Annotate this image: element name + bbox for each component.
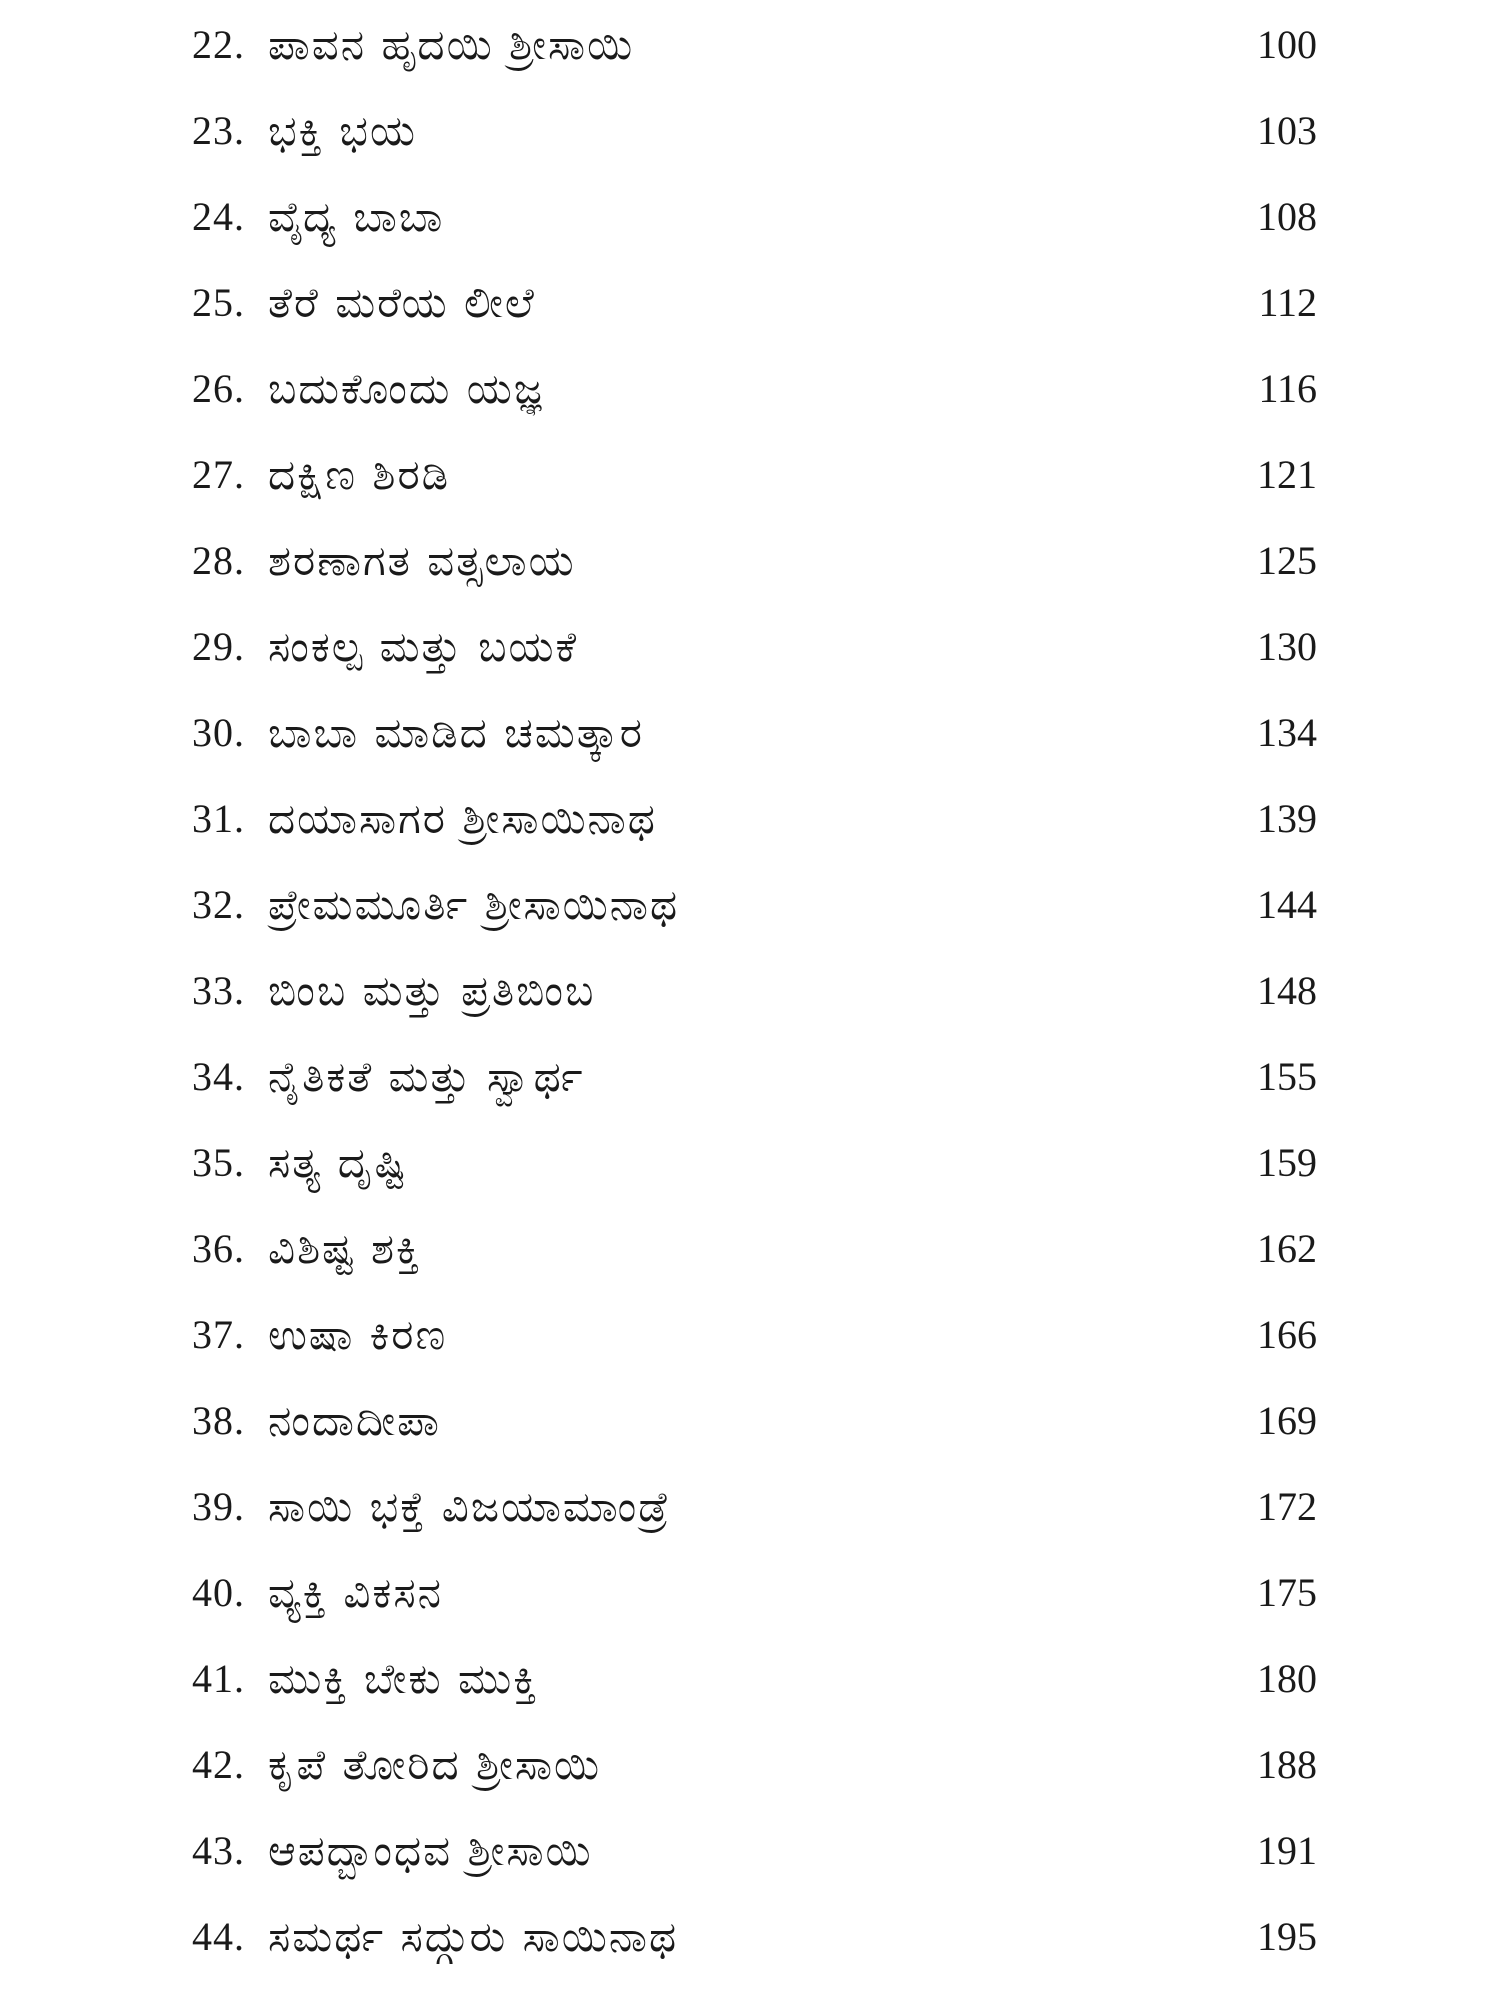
entry-page-number: 162 (1257, 1226, 1317, 1271)
entry-number: 40. (192, 1570, 245, 1615)
entry-page-number: 144 (1257, 882, 1317, 927)
entry-number: 27. (192, 452, 245, 497)
entry-title: ವೈದ್ಯ ಬಾಬಾ (268, 192, 445, 241)
entry-title: ಪಾವನ ಹೃದಯಿ ಶ್ರೀಸಾಯಿ (268, 20, 635, 69)
entry-number: 41. (192, 1656, 245, 1701)
entry-number: 36. (192, 1226, 245, 1271)
entry-number: 35. (192, 1140, 245, 1185)
entry-page-number: 188 (1257, 1742, 1317, 1787)
entry-number: 23. (192, 108, 245, 153)
toc-entry (0, 1726, 1500, 1812)
entry-number: 25. (192, 280, 245, 325)
entry-title: ವ್ಯಕ್ತಿ ವಿಕಸನ (268, 1568, 443, 1617)
entry-number: 37. (192, 1312, 245, 1357)
entry-number: 42. (192, 1742, 245, 1787)
entry-title: ದಯಾಸಾಗರ ಶ್ರೀಸಾಯಿನಾಥ (268, 794, 657, 843)
entry-page-number: 191 (1257, 1828, 1317, 1873)
toc-entry (0, 350, 1500, 436)
toc-entry (0, 952, 1500, 1038)
entry-title: ಬದುಕೊಂದು ಯಜ್ಞ (268, 364, 544, 413)
toc-entry (0, 1640, 1500, 1726)
toc-entry (0, 1038, 1500, 1124)
entry-page-number: 172 (1257, 1484, 1317, 1529)
entry-title: ಬಿಂಬ ಮತ್ತು ಪ್ರತಿಬಿಂಬ (268, 966, 596, 1015)
entry-title: ಸಂಕಲ್ಪ ಮತ್ತು ಬಯಕೆ (268, 622, 579, 671)
entry-page-number: 139 (1257, 796, 1317, 841)
entry-page-number: 180 (1257, 1656, 1317, 1701)
entry-title: ತೆರೆ ಮರೆಯ ಲೀಲೆ (268, 278, 536, 327)
entry-page-number: 155 (1257, 1054, 1317, 1099)
entry-number: 22. (192, 22, 245, 67)
entry-page-number: 100 (1257, 22, 1317, 67)
entry-title: ಸತ್ಯ ದೃಷ್ಟಿ (268, 1138, 409, 1187)
entry-page-number: 112 (1258, 280, 1317, 325)
entry-title: ನಂದಾದೀಪಾ (268, 1396, 441, 1445)
entry-title: ಭಕ್ತಿ ಭಯ (268, 106, 417, 155)
entry-title: ಆಪದ್ಬಾಂಧವ ಶ್ರೀಸಾಯಿ (268, 1826, 593, 1875)
toc-entry (0, 1468, 1500, 1554)
entry-number: 26. (192, 366, 245, 411)
entry-page-number: 116 (1258, 366, 1317, 411)
entry-number: 28. (192, 538, 245, 583)
entry-page-number: 103 (1257, 108, 1317, 153)
toc-entry (0, 264, 1500, 350)
entry-page-number: 125 (1257, 538, 1317, 583)
entry-page-number: 195 (1257, 1914, 1317, 1959)
entry-title: ಕೃಪೆ ತೋರಿದ ಶ್ರೀಸಾಯಿ (268, 1740, 602, 1789)
toc-entry (0, 436, 1500, 522)
toc-entry (0, 1812, 1500, 1898)
toc-entry (0, 1898, 1500, 1984)
entry-page-number: 159 (1257, 1140, 1317, 1185)
entry-page-number: 134 (1257, 710, 1317, 755)
entry-number: 24. (192, 194, 245, 239)
entry-page-number: 169 (1257, 1398, 1317, 1443)
entry-title: ಶರಣಾಗತ ವತ್ಸಲಾಯ (268, 536, 576, 585)
toc-entry (0, 1554, 1500, 1640)
toc-entry (0, 694, 1500, 780)
entry-page-number: 166 (1257, 1312, 1317, 1357)
toc-entry (0, 780, 1500, 866)
entry-number: 34. (192, 1054, 245, 1099)
entry-title: ಸಾಯಿ ಭಕ್ತೆ ವಿಜಯಾಮಾಂಡ್ರೆ (268, 1482, 671, 1531)
entry-number: 38. (192, 1398, 245, 1443)
entry-title: ಉಷಾ ಕಿರಣ (268, 1310, 448, 1359)
entry-page-number: 175 (1257, 1570, 1317, 1615)
toc-entry (0, 92, 1500, 178)
entry-number: 44. (192, 1914, 245, 1959)
toc-entry (0, 608, 1500, 694)
entry-page-number: 121 (1257, 452, 1317, 497)
toc-entry (0, 1124, 1500, 1210)
toc-entry (0, 1296, 1500, 1382)
entry-number: 29. (192, 624, 245, 669)
entry-title: ವಿಶಿಷ್ಟ ಶಕ್ತಿ (268, 1224, 422, 1273)
toc-entry (0, 1382, 1500, 1468)
entry-number: 43. (192, 1828, 245, 1873)
entry-title: ಪ್ರೇಮಮೂರ್ತಿ ಶ್ರೀಸಾಯಿನಾಥ (268, 880, 680, 929)
entry-number: 33. (192, 968, 245, 1013)
toc-entry (0, 866, 1500, 952)
toc-entry (0, 1210, 1500, 1296)
entry-title: ಸಮರ್ಥ ಸದ್ಗುರು ಸಾಯಿನಾಥ (268, 1912, 679, 1961)
toc-entry (0, 178, 1500, 264)
entry-number: 32. (192, 882, 245, 927)
entry-page-number: 148 (1257, 968, 1317, 1013)
toc-entry (0, 6, 1500, 92)
entry-number: 39. (192, 1484, 245, 1529)
entry-title: ದಕ್ಷಿಣ ಶಿರಡಿ (268, 450, 451, 499)
entry-title: ಬಾಬಾ ಮಾಡಿದ ಚಮತ್ಕಾರ (268, 708, 645, 757)
entry-page-number: 130 (1257, 624, 1317, 669)
toc-entry (0, 522, 1500, 608)
entry-number: 31. (192, 796, 245, 841)
entry-title: ಮುಕ್ತಿ ಬೇಕು ಮುಕ್ತಿ (268, 1654, 539, 1703)
entry-page-number: 108 (1257, 194, 1317, 239)
entry-title: ನೈತಿಕತೆ ಮತ್ತು ಸ್ವಾರ್ಥ (268, 1052, 585, 1101)
entry-number: 30. (192, 710, 245, 755)
